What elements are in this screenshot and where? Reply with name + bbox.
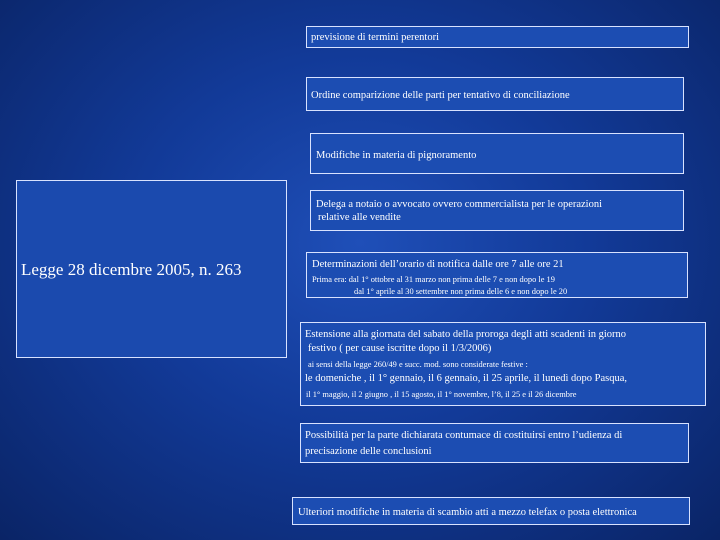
item-text: Ulteriori modifiche in materia di scambio atti a mezzo telefax o posta elettronica	[298, 507, 637, 518]
item-box-contumace	[300, 423, 689, 463]
item-note: il 1° maggio, il 2 giugno , il 15 agosto, il 1° novembre, l’8, il 25 e il 26 dicembre	[306, 390, 577, 399]
item-text-line: Estensione alla giornata del sabato della proroga degli atti scadenti in giorno	[305, 329, 627, 340]
item-text: Ordine comparizione delle parti per tentativo di conciliazione	[311, 90, 570, 101]
item-title: Determinazioni dell’orario di notifica dalle ore 7 alle ore 21	[312, 259, 564, 270]
item-note: Prima era: dal 1° ottobre al 31 marzo non prima delle 7 e non dopo le 19	[312, 275, 555, 284]
item-text-line: festivo ( per cause iscritte dopo il 1/3/2006)	[308, 343, 492, 354]
item-note: dal 1° aprile al 30 settembre non prima delle 6 e non dopo le 20	[354, 287, 568, 296]
item-box-notifica	[306, 252, 688, 298]
item-text-line: precisazione delle conclusioni	[305, 446, 432, 457]
main-law-box	[16, 180, 287, 358]
item-note: ai sensi della legge 260/49 e succ. mod. sono considerate festive :	[308, 360, 528, 369]
item-box-terms	[306, 26, 689, 48]
item-text: previsione di termini perentori	[311, 32, 440, 43]
item-box-pignoramento	[310, 133, 684, 174]
item-text-line: le domeniche , il 1° gennaio, il 6 gennaio, il 25 aprile, il lunedì dopo Pasqua,	[305, 373, 628, 384]
item-box-delega	[310, 190, 684, 231]
item-text-line: Possibilità per la parte dichiarata contumace di costituirsi entro l’udienza di	[305, 430, 623, 441]
item-text: Modifiche in materia di pignoramento	[316, 150, 477, 161]
item-box-telefax	[292, 497, 690, 525]
item-text-line: relative alle vendite	[318, 212, 401, 223]
item-box-conciliation	[306, 77, 684, 111]
item-box-sabato	[300, 322, 706, 406]
main-law-label: Legge 28 dicembre 2005, n. 263	[21, 260, 242, 279]
item-text-line: Delega a notaio o avvocato ovvero commercialista per le operazioni	[316, 199, 603, 210]
